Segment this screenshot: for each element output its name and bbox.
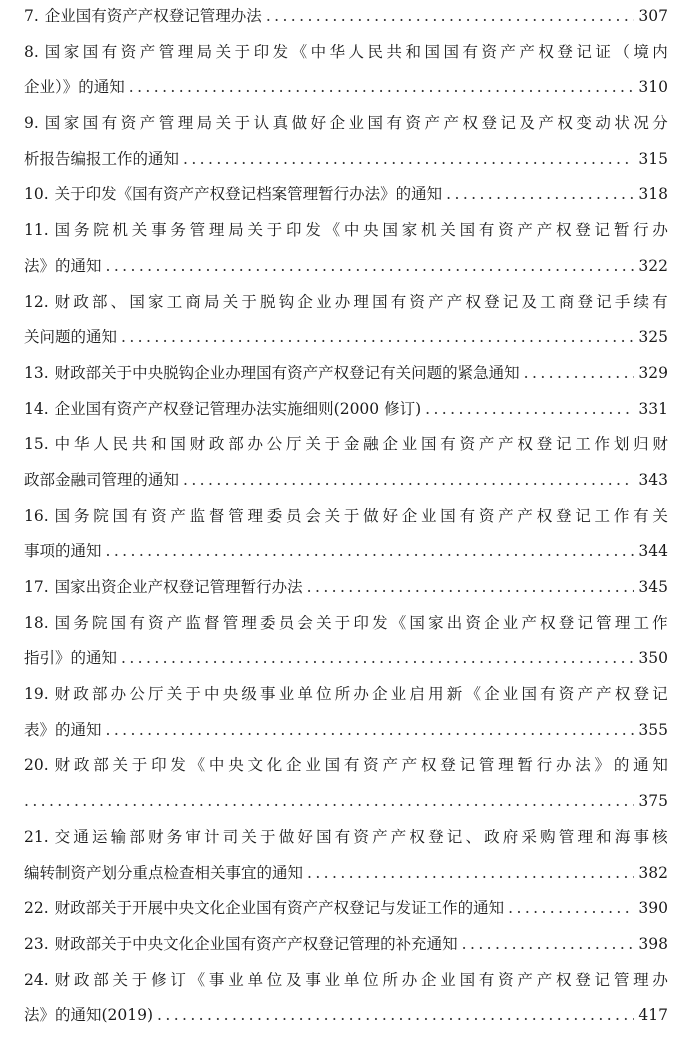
toc-entry-line bbox=[24, 788, 668, 814]
toc-entry-page-number: 398 bbox=[638, 934, 668, 953]
toc-entry-line bbox=[24, 146, 668, 172]
dot-leader bbox=[106, 253, 635, 279]
dot-leader bbox=[183, 467, 634, 493]
toc-entry-line bbox=[24, 360, 668, 386]
toc-entry-line bbox=[24, 396, 668, 422]
dot-leader bbox=[24, 788, 634, 814]
toc-entry-title-line: 国 家 国 有 资 产 管 理 局 关 于 印 发 《 中 华 人 民 共 和 国 国 有 资 产 产 权 登 记 证 （ 境 内 bbox=[44, 42, 668, 61]
toc-entry-line bbox=[24, 289, 668, 315]
toc-entry-number: 7. bbox=[24, 7, 39, 25]
toc-entry-title-end: 政部金融司管理的通知 bbox=[24, 470, 180, 489]
toc-entry-title-end: 编转制资产划分重点检查相关事宜的通知 bbox=[24, 863, 304, 882]
toc-entry-number: 16. bbox=[24, 506, 49, 525]
toc-entry-line bbox=[24, 824, 668, 850]
toc-entry-line bbox=[24, 574, 668, 600]
toc-entry-title-line: 国 务 院 机 关 事 务 管 理 局 关 于 印 发 《 中 央 国 家 机 关 国 有 资 产 产 权 登 记 暂 行 办 bbox=[54, 221, 668, 240]
toc-entry-title-end: 关于印发《国有资产产权登记档案管理暂行办法》的通知 bbox=[54, 185, 443, 204]
toc-entry-page-number: 345 bbox=[638, 578, 668, 597]
toc-entry-line bbox=[24, 431, 668, 457]
dot-leader bbox=[121, 324, 634, 350]
toc-entry-title-line: 财 政 部 关 于 印 发 《 中 央 文 化 企 业 国 有 资 产 产 权 登 记 管 理 暂 行 办 法 》 的 通 知 bbox=[54, 756, 668, 775]
toc-entry-number: 8. bbox=[24, 42, 39, 61]
toc-entry-page-number: 310 bbox=[638, 78, 668, 97]
toc-entry-page-number: 329 bbox=[638, 363, 668, 382]
toc-entry-number: 11. bbox=[24, 221, 49, 240]
toc-entry-line bbox=[24, 538, 668, 564]
toc-entry-page-number: 390 bbox=[638, 899, 668, 918]
toc-entry-line bbox=[24, 717, 668, 743]
toc-entry-title-end: 关问题的通知 bbox=[24, 328, 118, 347]
toc-entry-page-number: 322 bbox=[638, 256, 668, 275]
dot-leader bbox=[446, 181, 634, 207]
toc-entry-number: 19. bbox=[24, 685, 49, 704]
toc-entry-line bbox=[24, 74, 668, 100]
toc-entry-title-end: 企业）》的通知 bbox=[24, 78, 125, 97]
dot-leader bbox=[508, 895, 634, 921]
toc-entry-title-end: 法》的通知 bbox=[24, 256, 102, 275]
toc-entry-line bbox=[24, 39, 668, 65]
toc-entry-line bbox=[24, 217, 668, 243]
toc-entry-line bbox=[24, 1002, 668, 1028]
toc-entry-page-number: 325 bbox=[638, 328, 668, 347]
toc-entry-title-end: 表》的通知 bbox=[24, 720, 102, 739]
toc-entry-page-number: 382 bbox=[638, 863, 668, 882]
toc-entry-line bbox=[24, 895, 668, 921]
dot-leader bbox=[106, 538, 635, 564]
toc-entry-page-number: 315 bbox=[638, 149, 668, 168]
toc-entry-page-number: 318 bbox=[638, 185, 668, 204]
toc-entry-line bbox=[24, 645, 668, 671]
toc-entry-page-number: 307 bbox=[638, 7, 668, 25]
toc-entry-title-line: 国 家 国 有 资 产 管 理 局 关 于 认 真 做 好 企 业 国 有 资 产 产 权 登 记 及 产 权 变 动 状 况 分 bbox=[44, 114, 668, 133]
toc-entry-title-line: 中 华 人 民 共 和 国 财 政 部 办 公 厅 关 于 金 融 企 业 国 有 资 产 产 权 登 记 工 作 划 归 财 bbox=[54, 435, 668, 454]
toc-entry-page-number: 344 bbox=[638, 542, 668, 561]
toc-entry-title-end: 企业国有资产产权登记管理办法实施细则(2000 修订) bbox=[54, 399, 422, 418]
toc-entry-line bbox=[24, 324, 668, 350]
toc-entry-page-number: 417 bbox=[638, 1006, 668, 1025]
toc-entry-title-line: 国 务 院 国 有 资 产 监 督 管 理 委 员 会 关 于 做 好 企 业 国 有 资 产 产 权 登 记 工 作 有 关 bbox=[54, 506, 668, 525]
toc-entry-line bbox=[24, 110, 668, 136]
dot-leader bbox=[307, 860, 634, 886]
dot-leader bbox=[157, 1002, 634, 1028]
toc-entry-number: 14. bbox=[24, 399, 49, 418]
dot-leader bbox=[524, 360, 635, 386]
toc-entry-line bbox=[24, 610, 668, 636]
toc-entry-title-end: 企业国有资产产权登记管理办法 bbox=[44, 7, 262, 25]
dot-leader bbox=[307, 574, 635, 600]
toc-entry-line bbox=[24, 467, 668, 493]
toc-entry-title-end: 法》的通知(2019) bbox=[24, 1006, 154, 1025]
toc-entry-line bbox=[24, 181, 668, 207]
toc-entry-title-end: 财政部关于中央脱钩企业办理国有资产产权登记有关问题的紧急通知 bbox=[54, 363, 520, 382]
toc-entry-title-line: 财 政 部 、 国 家 工 商 局 关 于 脱 钩 企 业 办 理 国 有 资 产 产 权 登 记 及 工 商 登 记 手 续 有 bbox=[54, 292, 668, 311]
toc-entry-number: 10. bbox=[24, 185, 49, 204]
toc-entry-line bbox=[24, 253, 668, 279]
toc-entry-page-number: 375 bbox=[638, 792, 668, 811]
toc-entry-title-line: 财 政 部 关 于 修 订 《 事 业 单 位 及 事 业 单 位 所 办 企 业 国 有 资 产 产 权 登 记 管 理 办 bbox=[54, 970, 668, 989]
toc-entry-title-end: 财政部关于开展中央文化企业国有资产产权登记与发证工作的通知 bbox=[54, 899, 505, 918]
dot-leader bbox=[183, 146, 634, 172]
toc-entry-number: 21. bbox=[24, 827, 49, 846]
toc-entry-page-number: 343 bbox=[638, 470, 668, 489]
toc-entry-line bbox=[24, 3, 668, 29]
toc-entry-number: 12. bbox=[24, 292, 49, 311]
dot-leader bbox=[425, 396, 634, 422]
toc-entry-title-end: 国家出资企业产权登记管理暂行办法 bbox=[54, 578, 303, 597]
toc-entry-title-end: 指引》的通知 bbox=[24, 649, 118, 668]
toc-entry-page-number: 355 bbox=[638, 720, 668, 739]
toc-entry-title-end: 析报告编报工作的通知 bbox=[24, 149, 180, 168]
toc-entry-title-line: 交 通 运 输 部 财 务 审 计 司 关 于 做 好 国 有 资 产 产 权 登 记 、 政 府 采 购 管 理 和 海 事 核 bbox=[54, 827, 668, 846]
toc-entry-title-end: 财政部关于中央文化企业国有资产产权登记管理的补充通知 bbox=[54, 934, 458, 953]
toc-entry-line bbox=[24, 931, 668, 957]
toc-entry-line bbox=[24, 681, 668, 707]
toc-entry-page-number: 350 bbox=[638, 649, 668, 668]
dot-leader bbox=[106, 717, 635, 743]
toc-entry-page-number: 331 bbox=[638, 399, 668, 418]
toc-entry-number: 22. bbox=[24, 899, 49, 918]
toc-entry-number: 24. bbox=[24, 970, 49, 989]
toc-entry-number: 23. bbox=[24, 934, 49, 953]
toc-entry-title-end: 事项的通知 bbox=[24, 542, 102, 561]
toc-entry-number: 15. bbox=[24, 435, 49, 454]
toc-entry-number: 18. bbox=[24, 613, 49, 632]
toc-entry-number: 13. bbox=[24, 363, 49, 382]
toc-entry-number: 17. bbox=[24, 578, 49, 597]
toc-entry-line bbox=[24, 752, 668, 778]
toc-entry-title-line: 国 务 院 国 有 资 产 监 督 管 理 委 员 会 关 于 印 发 《 国 家 出 资 企 业 产 权 登 记 管 理 工 作 bbox=[54, 613, 668, 632]
toc-entry-line bbox=[24, 967, 668, 993]
dot-leader bbox=[266, 3, 635, 29]
toc-entry-line bbox=[24, 503, 668, 529]
toc-entry-number: 9. bbox=[24, 114, 39, 133]
toc-entry-title-line: 财 政 部 办 公 厅 关 于 中 央 级 事 业 单 位 所 办 企 业 启 用 新 《 企 业 国 有 资 产 产 权 登 记 bbox=[54, 685, 668, 704]
toc-entry-line bbox=[24, 860, 668, 886]
dot-leader bbox=[121, 645, 634, 671]
dot-leader bbox=[129, 74, 635, 100]
dot-leader bbox=[462, 931, 635, 957]
toc-entry-number: 20. bbox=[24, 756, 49, 775]
